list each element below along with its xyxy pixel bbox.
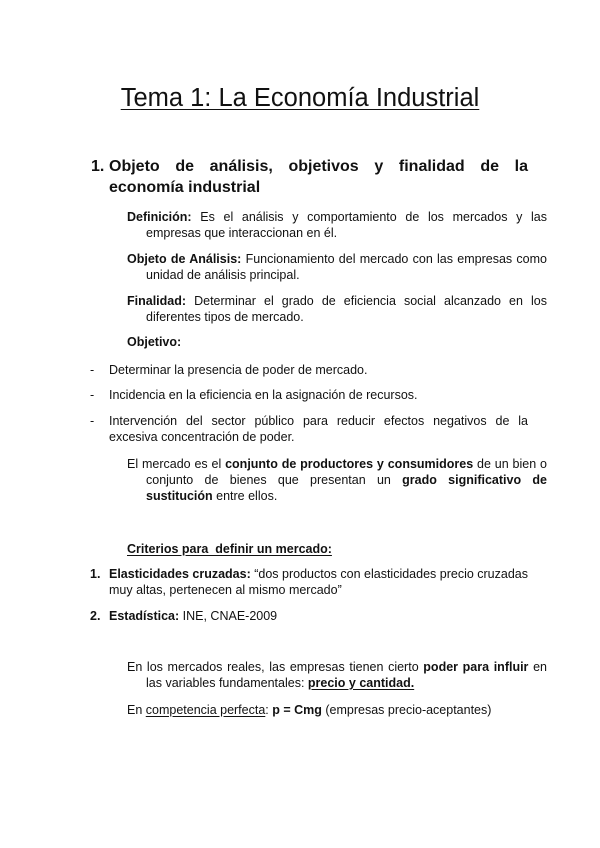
criterio-number: 1.: [90, 567, 101, 581]
mercado-text-2: de un bien o conjunto de bienes que presentan un: [146, 457, 547, 487]
list-item: Determinar la presencia de poder de mercado.: [109, 363, 368, 377]
criterio-text: INE, CNAE-2009: [179, 609, 278, 623]
criterios-heading: Criterios para definir un mercado:: [127, 542, 332, 556]
criterio-item: [109, 608, 528, 624]
mercado-bold-1: conjunto de productores y consumidores: [225, 457, 474, 471]
mercados-reales-paragraph: [127, 659, 547, 691]
mercado-text-1: El mercado es el: [127, 457, 226, 471]
competencia-text-3: (empresas precio-aceptantes): [321, 703, 492, 717]
bullet-marker: -: [90, 363, 95, 377]
bullet-marker: -: [90, 388, 95, 402]
criterio-label: Estadística:: [109, 609, 180, 623]
definicion-text: Es el análisis y comportamiento de los mercados y las empresas que interaccionan en él.: [146, 210, 547, 240]
page-title: Tema 1: La Economía Industrial: [120, 84, 480, 112]
criterio-label: Elasticidades cruzadas:: [109, 567, 251, 581]
definicion-label: Definición:: [127, 210, 192, 224]
objeto-paragraph: [127, 251, 547, 283]
mercados-reales-bold: poder para influir: [423, 660, 529, 674]
competencia-formula: p = Cmg: [272, 703, 322, 717]
mercado-bold-2: grado significativo de sustitución: [146, 473, 547, 503]
mercados-reales-text-2: en las variables fundamentales:: [146, 660, 547, 690]
list-item: Incidencia en la eficiencia en la asignación de recursos.: [109, 388, 418, 402]
competencia-text-1: En: [127, 703, 146, 717]
competencia-text-2: :: [265, 703, 273, 717]
objeto-label: Objeto de Análisis:: [127, 252, 242, 266]
competencia-underlined: competencia perfecta: [145, 703, 266, 717]
section-number: 1.: [91, 158, 105, 175]
mercado-text-3: entre ellos.: [212, 489, 278, 503]
criterio-item: [109, 566, 528, 598]
criterio-text: “dos productos con elasticidades precio cruzadas muy altas, pertenecen al mismo mercado”: [109, 567, 528, 597]
mercados-reales-text-1: En los mercados reales, las empresas tienen cierto: [127, 660, 424, 674]
mercados-reales-bold-underlined: precio y cantidad.: [307, 676, 415, 690]
objeto-text: Funcionamiento del mercado con las empresas como unidad de análisis principal.: [146, 252, 547, 282]
objetivo-label: Objetivo:: [127, 335, 182, 349]
finalidad-text: Determinar el grado de eficiencia social alcanzado en los diferentes tipos de mercado.: [146, 294, 547, 324]
criterio-number: 2.: [90, 609, 101, 623]
definicion-paragraph: [127, 209, 547, 241]
bullet-marker: -: [90, 414, 95, 428]
competencia-paragraph: [127, 702, 528, 718]
finalidad-paragraph: [127, 293, 547, 325]
section-heading: [91, 156, 528, 198]
list-item: Intervención del sector público para reducir efectos negativos de la excesiva concentración de poder.: [109, 414, 528, 444]
section-heading-text: Objeto de análisis, objetivos y finalidad de la economía industrial: [109, 158, 528, 196]
mercado-definition: [127, 456, 547, 504]
finalidad-label: Finalidad:: [127, 294, 187, 308]
